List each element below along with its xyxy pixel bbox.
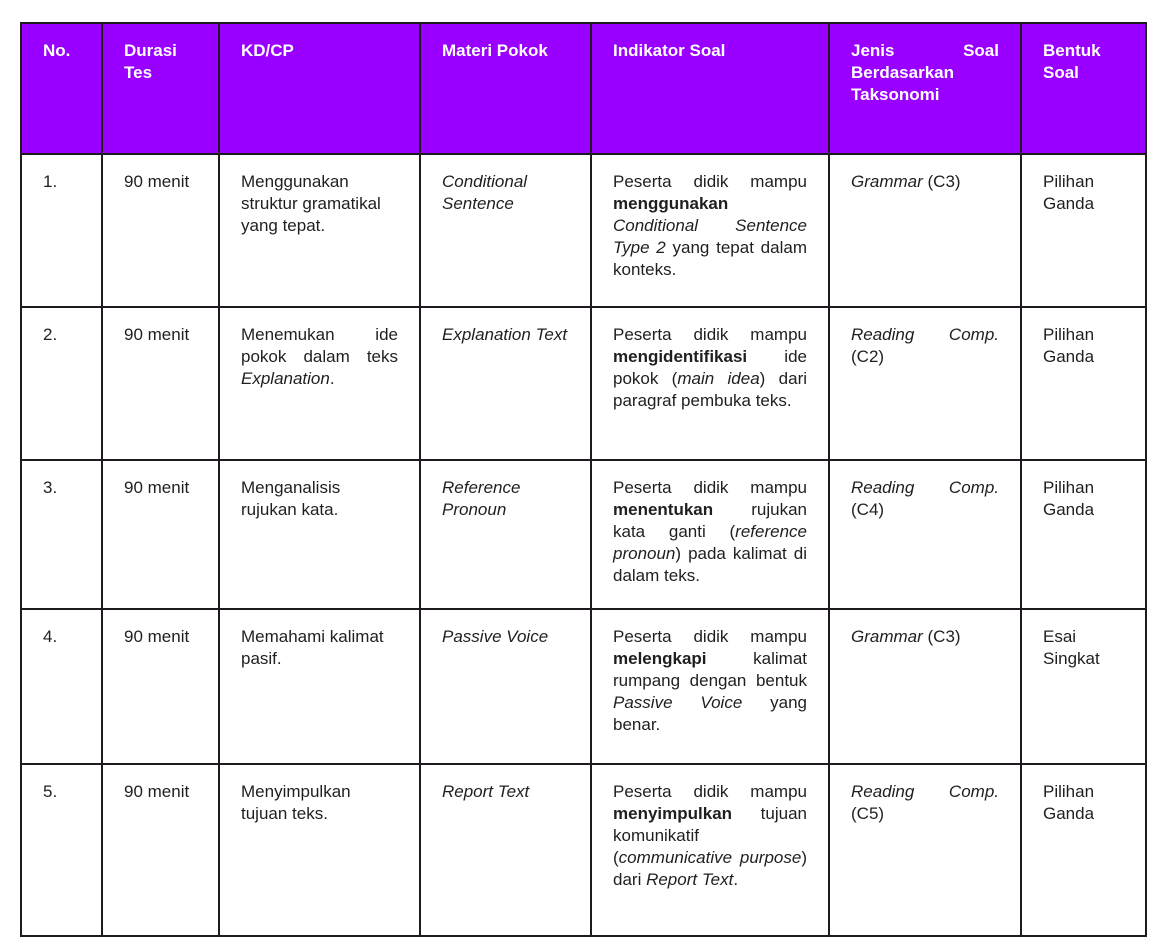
jenis-type: Grammar <box>851 172 923 191</box>
cell-bentuk: Esai Singkat <box>1021 609 1146 764</box>
header-durasi: Durasi Tes <box>102 23 219 154</box>
table-row <box>21 609 1146 764</box>
indikator-text: kalimat rumpang dengan bentuk <box>613 649 807 690</box>
cell-indikator <box>591 609 829 764</box>
header-materi: Materi Pokok <box>420 23 591 154</box>
jenis-level: (C5) <box>851 804 885 823</box>
cell-bentuk: Pilihan Ganda <box>1021 307 1146 460</box>
cell-materi: Reference Pronoun <box>420 460 591 609</box>
indikator-text: Peserta didik mampu <box>613 627 807 646</box>
indikator-text: tujuan komunikatif ( <box>613 804 807 867</box>
indikator-verb: menggunakan <box>613 194 729 213</box>
header-indikator: Indikator Soal <box>591 23 829 154</box>
table-row <box>21 154 1146 307</box>
cell-materi: Explanation Text <box>420 307 591 460</box>
indikator-term: Conditional Sentence Type 2 <box>613 216 807 257</box>
table-row <box>21 460 1146 609</box>
cell-jenis <box>829 307 1021 460</box>
header-no: No. <box>21 23 102 154</box>
cell-jenis <box>829 764 1021 936</box>
kisi-kisi-table <box>20 22 1147 937</box>
indikator-verb: menyimpulkan <box>613 804 733 823</box>
indikator-text: Peserta didik mampu <box>613 478 807 497</box>
cell-indikator <box>591 154 829 307</box>
indikator-text: yang tepat dalam konteks. <box>613 238 807 279</box>
kdcp-term: Explanation <box>241 369 330 388</box>
cell-durasi: 90 menit <box>102 154 219 307</box>
indikator-text: ) pada kalimat di dalam teks. <box>613 544 807 585</box>
cell-no: 5. <box>21 764 102 936</box>
indikator-text: Peserta didik mampu <box>613 325 807 344</box>
header-bentuk: Bentuk Soal <box>1021 23 1146 154</box>
jenis-level: (C3) <box>922 172 961 191</box>
cell-durasi: 90 menit <box>102 460 219 609</box>
jenis-type: Reading Comp. <box>851 478 999 497</box>
cell-bentuk: Pilihan Ganda <box>1021 460 1146 609</box>
cell-kdcp: Memahami kalimat pasif. <box>219 609 420 764</box>
cell-durasi: 90 menit <box>102 307 219 460</box>
cell-kdcp: Menganalisis rujukan kata. <box>219 460 420 609</box>
kdcp-text: Menemukan ide pokok dalam teks <box>241 325 398 366</box>
header-row <box>21 23 1146 154</box>
jenis-type: Reading Comp. <box>851 325 999 344</box>
cell-no: 4. <box>21 609 102 764</box>
table-row <box>21 764 1146 936</box>
indikator-text: yang benar. <box>613 693 807 734</box>
cell-materi: Conditional Sentence <box>420 154 591 307</box>
cell-indikator <box>591 764 829 936</box>
jenis-type: Reading Comp. <box>851 782 999 801</box>
kdcp-end: . <box>329 369 335 388</box>
cell-no: 3. <box>21 460 102 609</box>
indikator-text: Peserta didik mampu <box>613 172 807 191</box>
indikator-term: reference pronoun <box>613 522 807 563</box>
cell-jenis <box>829 609 1021 764</box>
cell-durasi: 90 menit <box>102 764 219 936</box>
cell-no: 2. <box>21 307 102 460</box>
cell-kdcp <box>219 307 420 460</box>
indikator-verb: mengidentifikasi <box>613 347 748 366</box>
cell-bentuk: Pilihan Ganda <box>1021 154 1146 307</box>
indikator-term: main idea <box>677 369 760 388</box>
table-row <box>21 307 1146 460</box>
cell-materi: Passive Voice <box>420 609 591 764</box>
cell-kdcp: Menggunakan struktur gramatikal yang tepat. <box>219 154 420 307</box>
header-kdcp: KD/CP <box>219 23 420 154</box>
cell-bentuk: Pilihan Ganda <box>1021 764 1146 936</box>
jenis-type: Grammar <box>851 627 923 646</box>
cell-kdcp: Menyimpulkan tujuan teks. <box>219 764 420 936</box>
indikator-verb: menentukan <box>613 500 714 519</box>
indikator-text: ) dari paragraf pembuka teks. <box>613 369 808 410</box>
indikator-text: rujukan kata ganti ( <box>613 500 807 541</box>
cell-materi: Report Text <box>420 764 591 936</box>
indikator-text: . <box>733 870 739 889</box>
jenis-level: (C2) <box>851 347 885 366</box>
cell-indikator <box>591 307 829 460</box>
indikator-term: communicative purpose <box>618 848 802 867</box>
indikator-term: Report Text <box>646 870 734 889</box>
cell-durasi: 90 menit <box>102 609 219 764</box>
indikator-text: ) dari <box>613 848 807 889</box>
cell-no: 1. <box>21 154 102 307</box>
header-jenis: Jenis Soal Berdasarkan Taksonomi <box>829 23 1021 154</box>
indikator-term: Passive Voice <box>613 693 743 712</box>
indikator-text: ide pokok ( <box>613 347 807 388</box>
jenis-level: (C4) <box>851 500 885 519</box>
indikator-verb: melengkapi <box>613 649 707 668</box>
jenis-level: (C3) <box>922 627 961 646</box>
cell-jenis <box>829 460 1021 609</box>
indikator-text: Peserta didik mampu <box>613 782 807 801</box>
cell-indikator <box>591 460 829 609</box>
cell-jenis <box>829 154 1021 307</box>
